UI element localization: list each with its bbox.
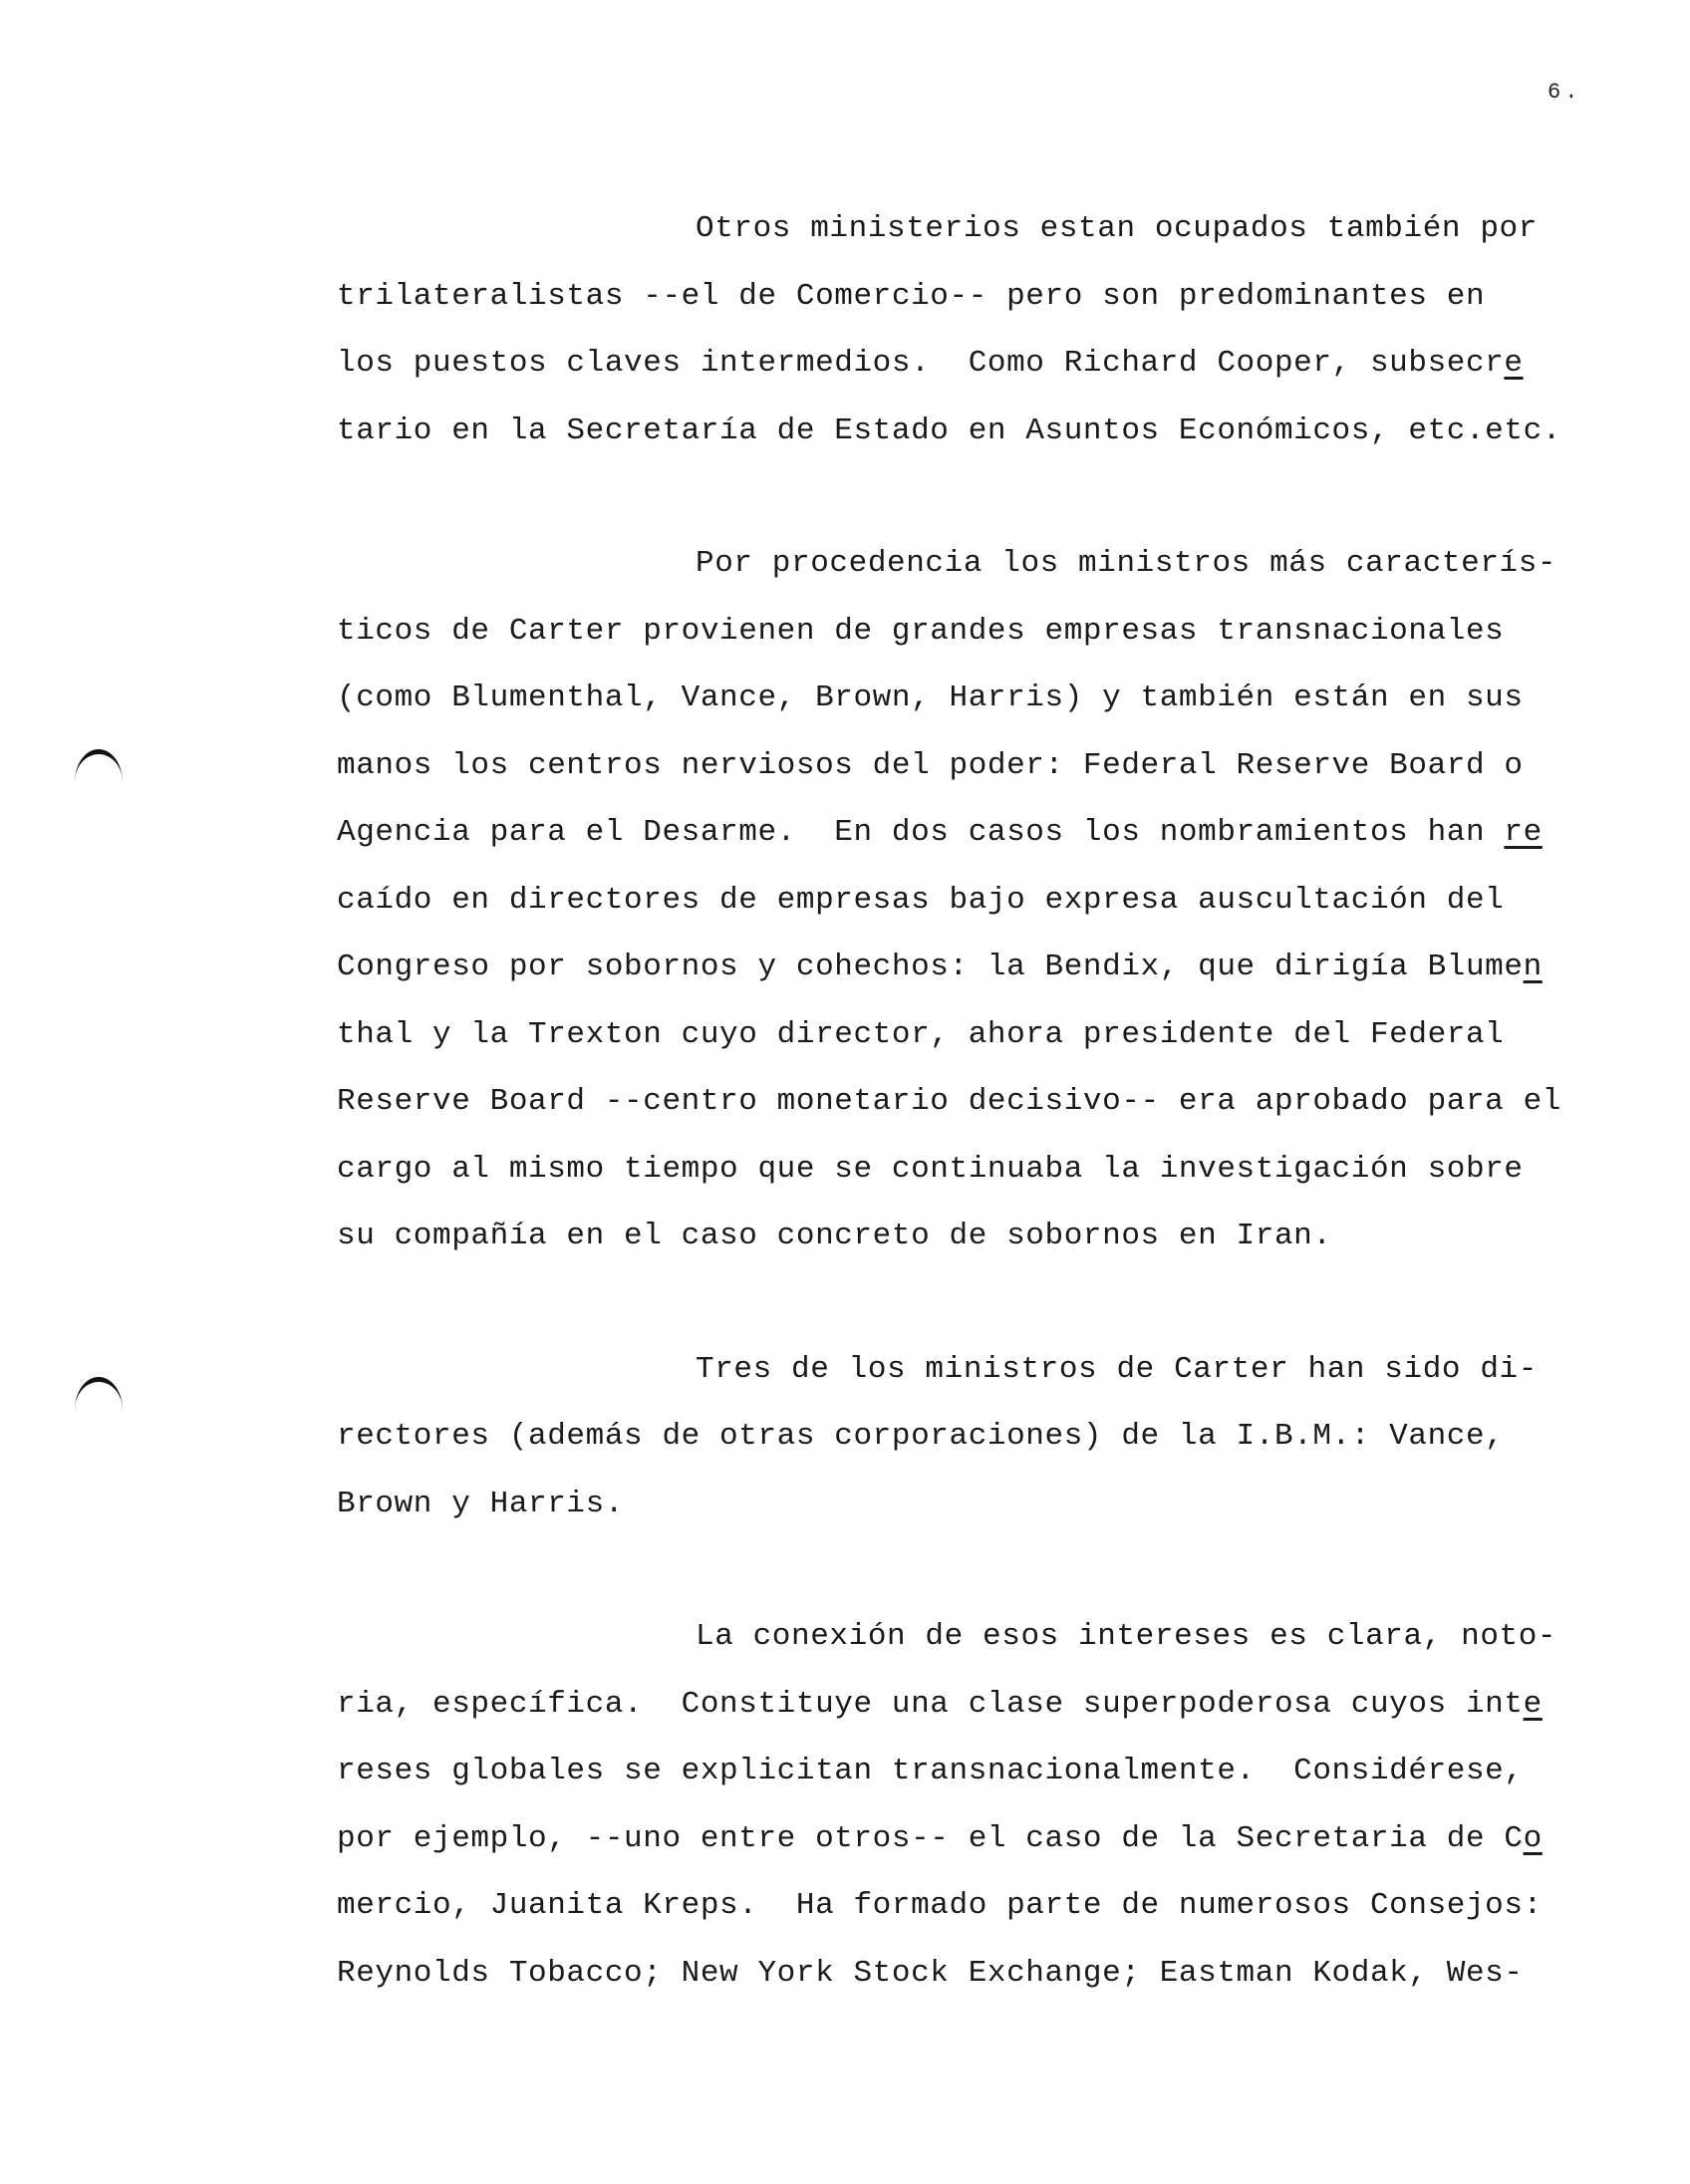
text-line: Reserve Board --centro monetario decisivo-- era aprobado para el: [337, 1084, 1561, 1119]
underlined-hyphenation: e: [1504, 346, 1524, 381]
text-line: cargo al mismo tiempo que se continuaba la investigación sobre: [337, 1151, 1524, 1187]
text-line: reses globales se explicitan transnacionalmente. Considérese,: [337, 1754, 1524, 1788]
text-line: La conexión de esos intereses es clara, noto-: [696, 1619, 1557, 1654]
underlined-hyphenation: re: [1504, 815, 1543, 850]
paragraph-2: [337, 530, 1632, 1270]
text-line: Congreso por sobornos y cohechos: la Bendix, que dirigía Blumen: [337, 950, 1543, 984]
text-line: ticos de Carter provienen de grandes empresas transnacionales: [337, 613, 1505, 649]
text-line: Otros ministerios estan ocupados también por: [696, 211, 1538, 246]
text-line: ria, específica. Constituye una clase superpoderosa cuyos inte: [337, 1686, 1543, 1722]
text-line: Reynolds Tobacco; New York Stock Exchange; Eastman Kodak, Wes-: [337, 1955, 1524, 1991]
paragraph-4: [337, 1603, 1632, 2007]
paragraph-3: [337, 1336, 1632, 1538]
underlined-hyphenation: o: [1523, 1820, 1543, 1856]
text-line: trilateralistas --el de Comercio-- pero son predominantes en: [337, 278, 1486, 314]
text-line: Tres de los ministros de Carter han sido di-: [696, 1351, 1538, 1387]
page-number: 6.: [1548, 80, 1582, 105]
text-line: su compañía en el caso concreto de sobornos en Iran.: [337, 1219, 1332, 1253]
text-line: Agencia para el Desarme. En dos casos los nombramientos han re: [337, 815, 1543, 850]
underlined-hyphenation: e: [1523, 1686, 1543, 1722]
text-line: mercio, Juanita Kreps. Ha formado parte de numerosos Consejos:: [337, 1888, 1543, 1923]
text-line: (como Blumenthal, Vance, Brown, Harris) y también están en sus: [337, 681, 1524, 715]
paragraph-1: [337, 195, 1632, 464]
text-line: thal y la Trexton cuyo director, ahora presidente del Federal: [337, 1016, 1505, 1052]
document-body: [337, 195, 1632, 2072]
text-line: Brown y Harris.: [337, 1486, 625, 1521]
underlined-hyphenation: n: [1523, 950, 1543, 984]
text-line: manos los centros nerviosos del poder: Federal Reserve Board o: [337, 747, 1524, 783]
text-line: los puestos claves intermedios. Como Richard Cooper, subsecre: [337, 346, 1524, 381]
text-line: Por procedencia los ministros más caracterís-: [696, 546, 1557, 581]
text-line: rectores (además de otras corporaciones) de la I.B.M.: Vance,: [337, 1419, 1505, 1454]
binder-hole-mark: [75, 1377, 123, 1410]
text-line: por ejemplo, --uno entre otros-- el caso de la Secretaria de Co: [337, 1820, 1543, 1856]
text-line: tario en la Secretaría de Estado en Asuntos Económicos, etc.etc.: [337, 412, 1561, 448]
binder-hole-mark: [75, 749, 123, 782]
text-line: caído en directores de empresas bajo expresa auscultación del: [337, 882, 1505, 918]
